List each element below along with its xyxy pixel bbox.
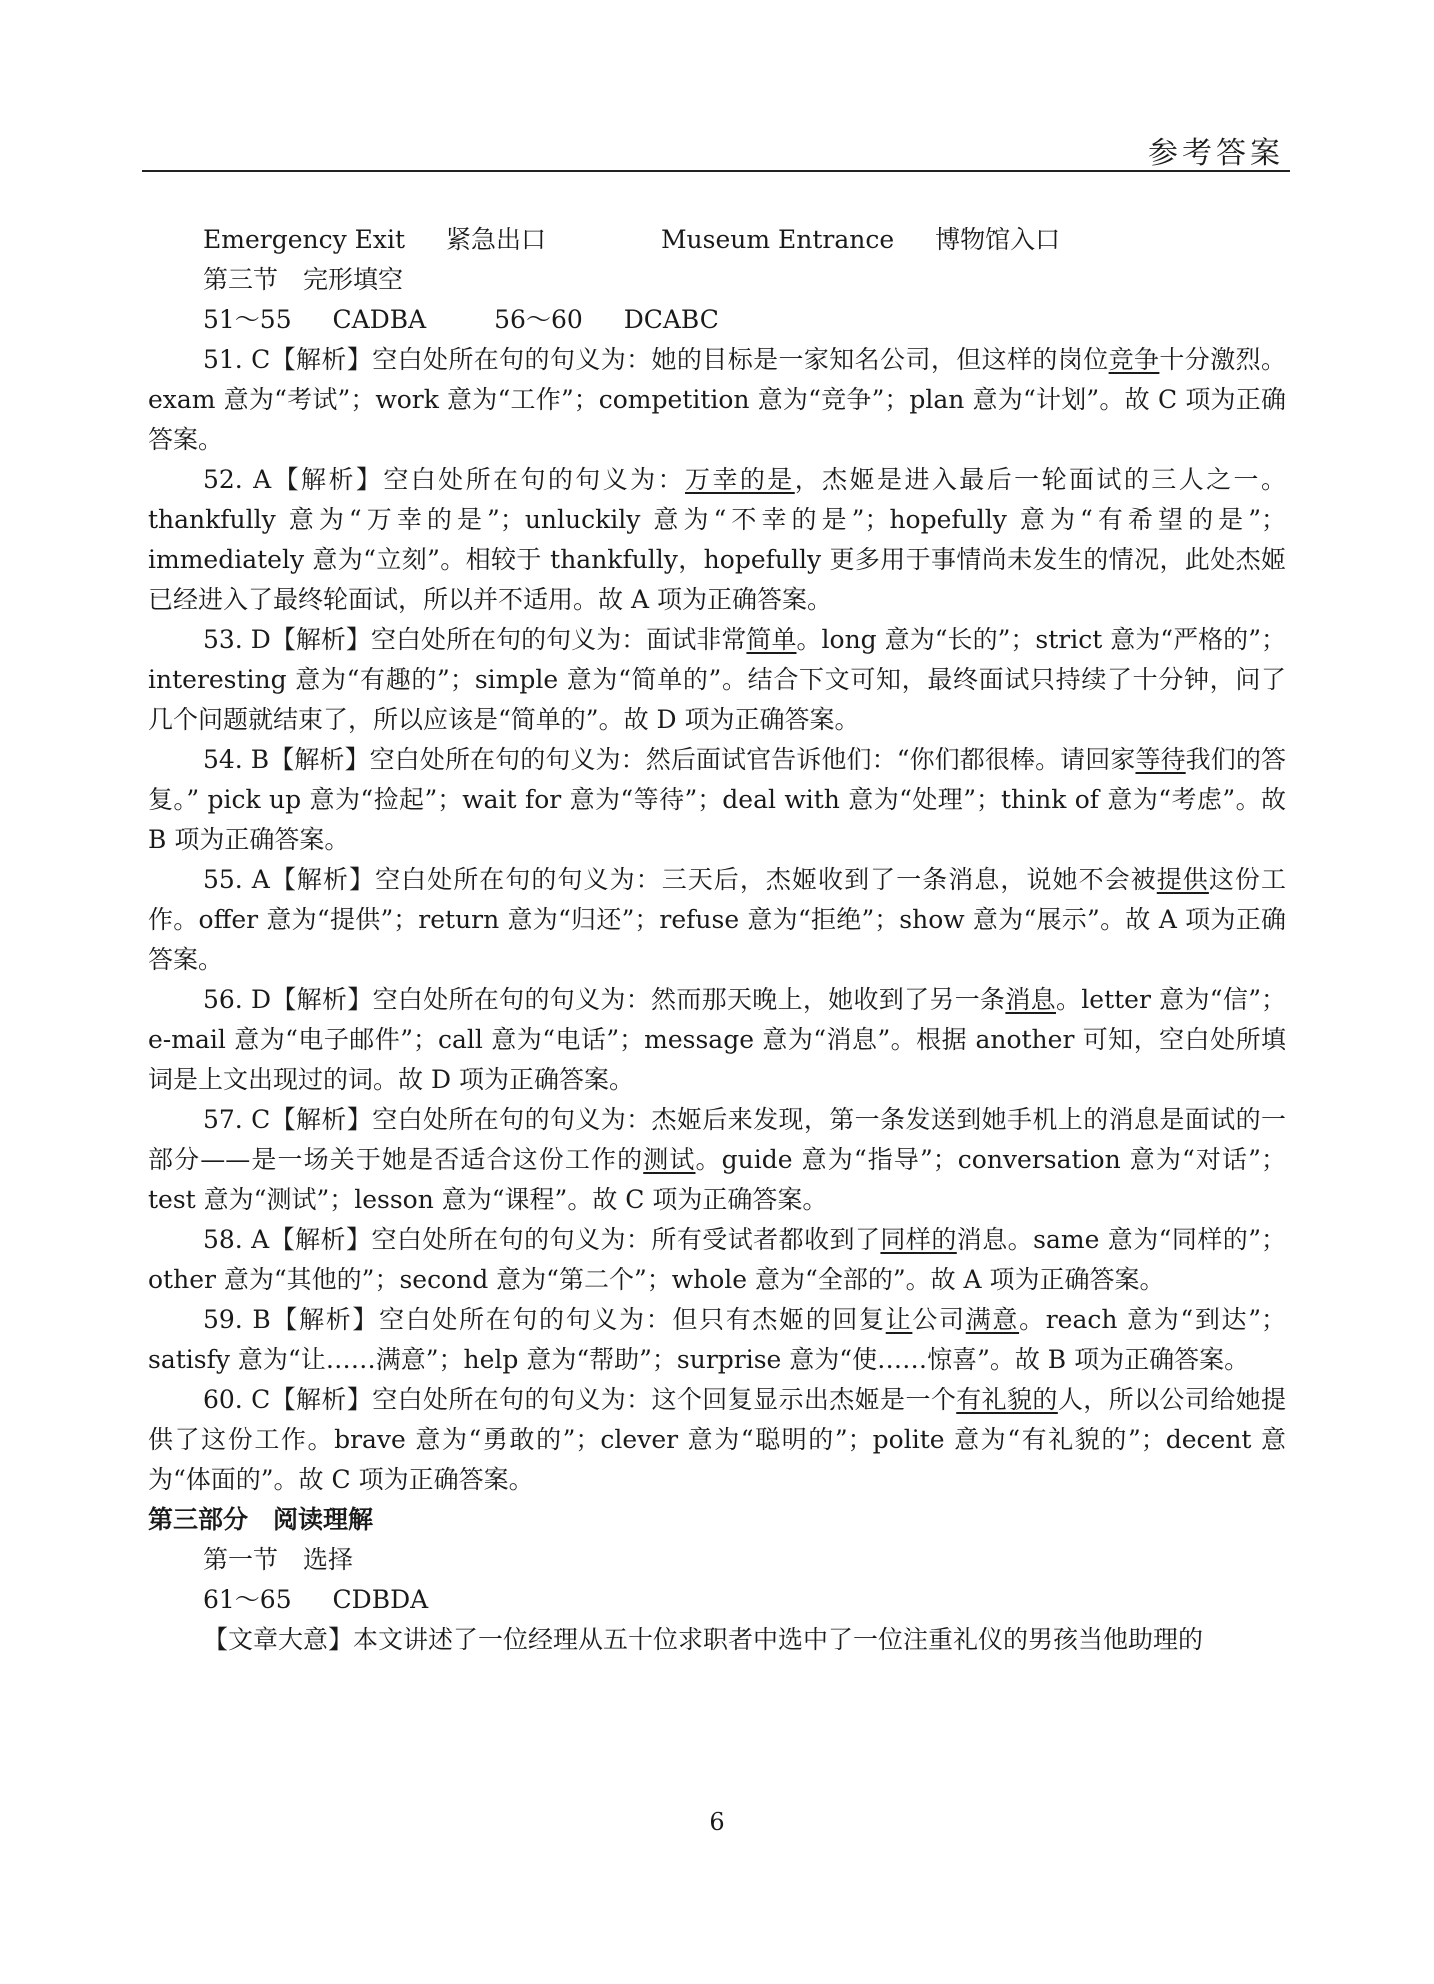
explanation-56: 56. D【解析】空白处所在句的句义为：然而那天晚上，她收到了另一条消息。letter 意为“信”；e-mail 意为“电子邮件”；call 意为“电话”；message 意为“消息”。根据 another 可知，空白处所填词是上文出现过的词。故 D 项为正确答案。	[148, 985, 1286, 1094]
answer-group: 61～65 CDBDA	[203, 1585, 429, 1614]
summary-text: 【文章大意】本文讲述了一位经理从五十位求职者中选中了一位注重礼仪的男孩当他助理的	[203, 1625, 1204, 1654]
explanation-58: 58. A【解析】空白处所在句的句义为：所有受试者都收到了同样的消息。same 意为“同样的”；other 意为“其他的”；second 意为“第二个”；whole 意为“全部的”。故 A 项为正确答案。	[148, 1225, 1287, 1294]
explanation-59: 59. B【解析】空白处所在句的句义为：但只有杰姬的回复让公司满意。reach 意为“到达”；satisfy 意为“让……满意”；help 意为“帮助”；surprise 意为“使……惊喜”。故 B 项为正确答案。	[148, 1305, 1286, 1374]
answer-key-reading	[148, 1580, 1286, 1620]
header-rule	[142, 170, 1290, 172]
page-number: 6	[709, 1808, 725, 1836]
sign-en: Museum Entrance	[660, 225, 895, 254]
sign-emergency-exit	[203, 220, 653, 260]
section-title-cloze: 第三节 完形填空	[203, 265, 404, 294]
answer-group: 56～60 DCABC	[494, 305, 719, 334]
section-title-choice: 第一节 选择	[203, 1545, 354, 1574]
explanations	[148, 340, 1286, 1500]
explanation-60: 60. C【解析】空白处所在句的句义为：这个回复显示出杰姬是一个有礼貌的人，所以公司给她提供了这份工作。brave 意为“勇敢的”；clever 意为“聪明的”；polite 意为“有礼貌的”；decent 意为“体面的”。故 C 项为正确答案。	[148, 1385, 1286, 1494]
sign-museum-entrance	[661, 220, 1111, 260]
running-header: 参考答案	[1148, 136, 1284, 171]
explanation-52: 52. A【解析】空白处所在句的句义为：万幸的是，杰姬是进入最后一轮面试的三人之一。thankfully 意为“万幸的是”；unluckily 意为“不幸的是”；hopefully 意为“有希望的是”；immediately 意为“立刻”。相较于 thankfully，hopefully 更多用于事情尚未发生的情况，此处杰姬已经进入了最终轮面试，所以并不适用。故 A 项为正确答案。	[148, 465, 1286, 614]
explanation-51: 51. C【解析】空白处所在句的句义为：她的目标是一家知名公司，但这样的岗位竞争十分激烈。exam 意为“考试”；work 意为“工作”；competition 意为“竞争”；plan 意为“计划”。故 C 项为正确答案。	[148, 345, 1286, 454]
sign-translations	[148, 220, 1286, 260]
sign-zh: 紧急出口	[446, 225, 547, 254]
answer-key-cloze	[148, 300, 1286, 340]
answer-group: 51～55 CADBA	[203, 305, 427, 334]
explanation-57: 57. C【解析】空白处所在句的句义为：杰姬后来发现，第一条发送到她手机上的消息是面试的一部分——是一场关于她是否适合这份工作的测试。guide 意为“指导”；conversation 意为“对话”；test 意为“测试”；lesson 意为“课程”。故 C 项为正确答案。	[148, 1105, 1286, 1214]
explanation-54: 54. B【解析】空白处所在句的句义为：然后面试官告诉他们：“你们都很棒。请回家等待我们的答复。” pick up 意为“捡起”；wait for 意为“等待”；deal with 意为“处理”；think of 意为“考虑”。故 B 项为正确答案。	[148, 745, 1286, 854]
page-content	[148, 220, 1286, 1660]
sign-en: Emergency Exit	[203, 225, 406, 254]
sign-zh: 博物馆入口	[935, 225, 1061, 254]
explanation-55: 55. A【解析】空白处所在句的句义为：三天后，杰姬收到了一条消息，说她不会被提供这份工作。offer 意为“提供”；return 意为“归还”；refuse 意为“拒绝”；show 意为“展示”。故 A 项为正确答案。	[148, 865, 1286, 974]
part-title-reading: 第三部分 阅读理解	[148, 1505, 374, 1534]
summary	[148, 1620, 1286, 1660]
explanation-53: 53. D【解析】空白处所在句的句义为：面试非常简单。long 意为“长的”；strict 意为“严格的”；interesting 意为“有趣的”；simple 意为“简单的”。结合下文可知，最终面试只持续了十分钟，问了几个问题就结束了，所以应该是“简单的”。故 D 项为正确答案。	[148, 625, 1286, 734]
